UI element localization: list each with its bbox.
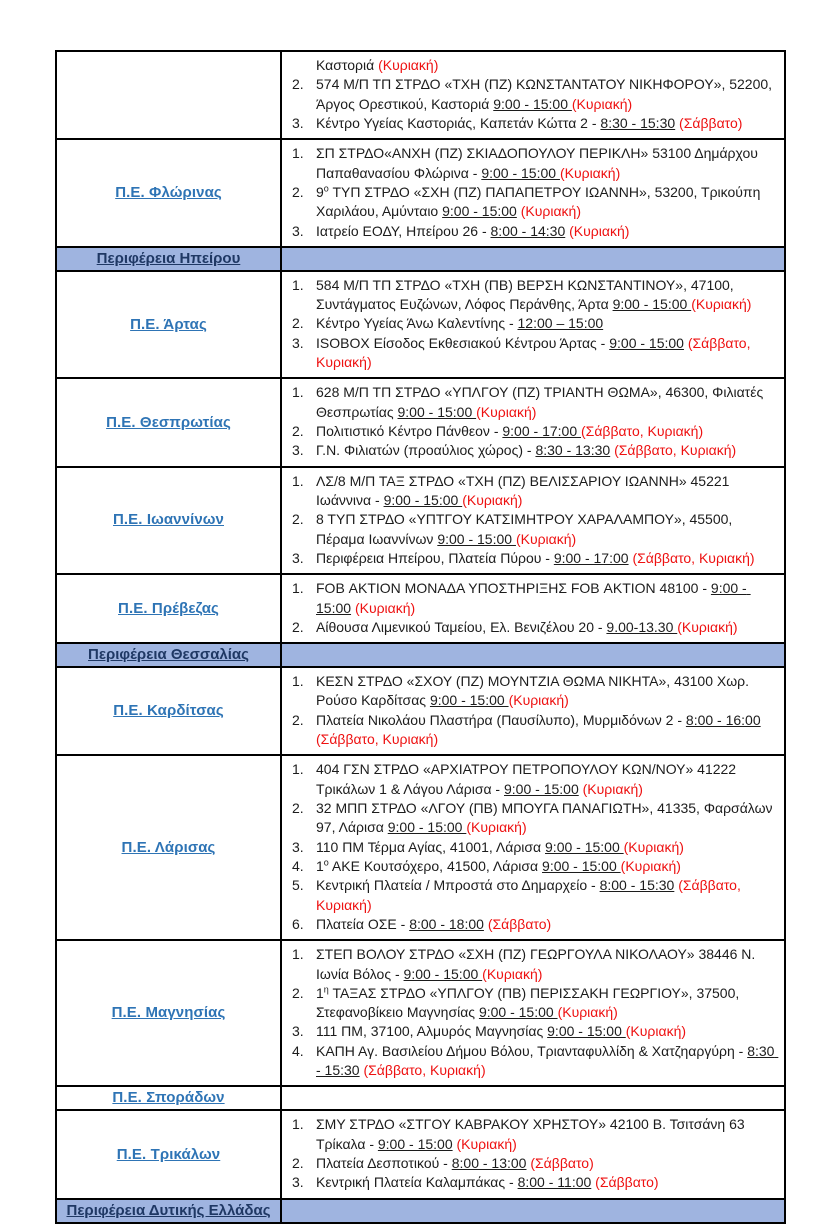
location-text: ΚΑΠΗ Αγ. Βασιλείου Δήμου Βόλου, Τριανταφυλλίδη & Χατζηαργύρη - (316, 1042, 748, 1059)
item-text (316, 472, 778, 511)
location-text: ο (323, 857, 329, 868)
location-text: 8 ΤΥΠ ΣΤΡΔΟ «ΥΠΤΓΟΥ ΚΑΤΣΙΜΗΤΡΟΥ ΧΑΡΑΛΑΜΠΟΥ», 45500, Πέραμα Ιωαννίνων (316, 511, 737, 547)
item-number: 2. (292, 511, 304, 528)
region-label-cell (56, 139, 281, 247)
location-text: 404 ΓΣΝ ΣΤΡΔΟ «ΑΡΧΙΑΤΡΟΥ ΠΕΤΡΟΠΟΥΛΟΥ ΚΩΝ/ΝΟΥ» 41222 Τρικάλων 1 & Λάγου Λάρισα - (316, 761, 740, 797)
locations-cell (281, 139, 785, 247)
hours-text: 8:00 - 14:30 (490, 222, 566, 239)
location-text: 32 ΜΠΠ ΣΤΡΔΟ «ΛΓΟΥ (ΠΒ) ΜΠΟΥΓΑ ΠΑΝΑΓΙΩΤΗ», 41335, Φαρσάλων 97, Λάρισα (316, 800, 777, 836)
location-item (286, 945, 778, 984)
location-text: 111 ΠΜ, 37100, Αλμυρός Μαγνησίας (316, 1023, 548, 1040)
table-row-pe-magnisias (56, 940, 785, 1086)
hours-text: 8:00 - 16:00 (685, 711, 761, 728)
pe-karditsas-label[interactable]: Π.Ε. Καρδίτσας (113, 702, 224, 720)
location-item (286, 144, 778, 183)
table-row-pe-thesprotias (56, 378, 785, 466)
location-text: ο (323, 183, 329, 194)
location-text: Πλατεία ΟΣΕ - (316, 915, 410, 932)
table-row-pe-kastorias-continued (56, 51, 785, 139)
location-item (286, 510, 778, 549)
location-text: FOB ΑΚΤΙΟΝ ΜΟΝΑΔΑ ΥΠΟΣΤΗΡΙΞΗΣ FOB ΑΚΤΙΟΝ 48100 - (316, 580, 711, 597)
region-label-cell (56, 378, 281, 466)
item-text (316, 579, 778, 618)
location-item (286, 1042, 778, 1081)
item-number: 2. (292, 76, 304, 93)
location-item (286, 799, 778, 838)
locations-cell (281, 1199, 785, 1223)
item-text (316, 75, 778, 114)
day-text: (Σάββατο) (595, 1174, 659, 1191)
day-text: (Κυριακή) (354, 599, 416, 616)
item-text (316, 945, 778, 984)
day-text: (Κυριακή) (462, 491, 523, 508)
hours-text: 9:00 - 15:00 (547, 1023, 626, 1040)
hours-text: 12:00 – 15:00 (517, 315, 604, 332)
day-text: (Σάββατο, Κυριακή) (581, 423, 704, 439)
region-label-cell (56, 940, 281, 1086)
item-number: 2. (292, 183, 304, 200)
item-text (316, 915, 778, 934)
location-text (761, 712, 765, 728)
location-item (286, 441, 778, 460)
region-header-cell (56, 247, 281, 271)
item-text (316, 857, 778, 876)
location-text: Κέντρο Υγείας Άνω Καλεντίνης - (316, 315, 518, 332)
location-text: Καστοριά (316, 57, 379, 73)
region-label-cell (56, 271, 281, 379)
item-number: 3. (292, 1023, 304, 1040)
item-number: 2. (292, 1155, 304, 1171)
location-text: ΣΤΕΠ ΒΟΛΟΥ ΣΤΡΔΟ «ΣΧΗ (ΠΖ) ΓΕΩΡΓΟΥΛΑ ΝΙΚΟΛΑΟΥ» 38446 Ν. Ιωνία Βόλος - (316, 946, 760, 982)
day-text: (Κυριακή) (582, 780, 643, 797)
day-text: (Κυριακή) (476, 403, 537, 420)
hours-text: 9.00-13.30 (606, 618, 678, 635)
day-text: (Κυριακή) (515, 530, 577, 547)
day-text: (Σάββατο) (679, 114, 743, 131)
item-number: 1. (292, 673, 304, 690)
location-text: Πολιτιστικό Κέντρο Πάνθεον - (316, 423, 503, 439)
day-text: (Κυριακή) (557, 1004, 618, 1021)
location-item (286, 760, 778, 799)
item-number: 1. (292, 472, 304, 489)
locations-cell (281, 940, 785, 1086)
item-text (316, 838, 778, 857)
day-text: (Σάββατο, Κυριακή) (614, 442, 737, 459)
table-row-pe-sporadon (56, 1086, 785, 1110)
region-header-dytikis-elladas-label: Περιφέρεια Δυτικής Ελλάδας (66, 1201, 271, 1219)
region-label-cell (56, 1086, 281, 1110)
hours-text: 9:00 - 15:00 (493, 95, 572, 112)
item-number: 3. (292, 838, 304, 855)
item-text (316, 618, 778, 637)
location-text: ΚΕΣΝ ΣΤΡΔΟ «ΣΧΟΥ (ΠΖ) ΜΟΥΝΤΖΙΑ ΘΩΜΑ ΝΙΚΗΤΑ», 43100 Χωρ. Ρούσο Καρδίτσας (316, 673, 753, 709)
item-text (316, 56, 778, 75)
item-number: 1. (292, 580, 304, 597)
location-text: ISOBOX Είσοδος Εκθεσιακού Κέντρου Άρτας - (316, 334, 610, 351)
hours-text: 9:00 - 15:00 (545, 838, 624, 855)
hours-text: 8:00 - 18:00 (409, 915, 484, 932)
item-number: 2. (292, 711, 304, 728)
location-text: 584 Μ/Π ΤΠ ΣΤΡΔΟ «ΤΧΗ (ΠΒ) ΒΕΡΣΗ ΚΩΝΣΤΑΝΤΙΝΟΥ», 47100, Συντάγματος Ευζώνων, Λόφος Περάνθης, Άρτα (316, 276, 738, 313)
location-text: ΛΣ/8 Μ/Π ΤΑΞ ΣΤΡΔΟ «ΤΧΗ (ΠΖ) ΒΕΛΙΣΣΑΡΙΟΥ ΙΩΑΝΝΗ» 45221 Ιωάννινα - (316, 472, 734, 508)
day-text: (Σάββατο, Κυριακή) (316, 731, 439, 748)
location-text: ΤΑΞΑΣ ΣΤΡΔΟ «ΥΠΛΓΟΥ (ΠΒ) ΠΕΡΙΣΣΑΚΗ ΓΕΩΡΓΙΟΥ», 37500, Στεφανοβίκειο Μαγνησίας (316, 984, 744, 1021)
item-text (316, 144, 778, 183)
location-text: Γ.Ν. Φιλιατών (προαύλιος χώρος) - (316, 442, 536, 459)
location-item (286, 857, 778, 876)
hours-text: 9:00 - 15:00 (612, 296, 692, 313)
hours-text: 9:00 - 15:00 (609, 334, 684, 351)
hours-text: 9:00 - 15:00 (387, 819, 467, 836)
location-text: Πλατεία Νικολάου Πλαστήρα (Παυσίλυπο), Μυρμιδόνων 2 - (316, 711, 686, 728)
location-item (286, 422, 778, 441)
location-text: 9 (316, 183, 324, 200)
location-item (286, 915, 778, 934)
day-text: (Κυριακή) (559, 164, 621, 181)
locations-cell (281, 1110, 785, 1198)
item-text (316, 222, 778, 241)
item-text (316, 422, 778, 441)
hours-text: 8:00 - 11:00 (517, 1174, 592, 1191)
day-text: (Κυριακή) (466, 819, 527, 836)
item-text (316, 441, 778, 460)
day-text: (Κυριακή) (620, 857, 681, 874)
location-text: Κεντρική Πλατεία Καλαμπάκας - (316, 1174, 518, 1191)
locations-cell (281, 51, 785, 139)
location-item (286, 56, 778, 75)
hours-text: 9:00 - 15:00 (442, 203, 517, 220)
day-text: (Κυριακή) (378, 57, 439, 73)
item-text (316, 711, 778, 750)
location-item (286, 1022, 778, 1041)
item-text (316, 799, 778, 838)
day-text: (Σάββατο) (487, 915, 552, 932)
item-number: 3. (292, 442, 304, 459)
table-row-pe-florinas (56, 139, 785, 247)
hours-text: 9:00 - 15:00 (377, 1135, 453, 1152)
locations-cell (281, 755, 785, 940)
location-item (286, 579, 778, 618)
table-row-pe-ioanninon (56, 467, 785, 575)
region-label-cell (56, 667, 281, 755)
item-number: 2. (292, 984, 304, 1001)
location-item (286, 1173, 778, 1192)
item-number: 3. (292, 114, 304, 131)
location-text: Αίθουσα Λιμενικού Ταμείου, Ελ. Βενιζέλου 20 - (316, 618, 607, 635)
location-item (286, 711, 778, 750)
location-item (286, 1154, 778, 1173)
region-label-cell (56, 467, 281, 575)
item-number: 2. (292, 618, 304, 635)
region-header-cell (56, 643, 281, 667)
day-text: (Κυριακή) (520, 203, 582, 220)
day-text: (Κυριακή) (625, 1023, 687, 1040)
location-item (286, 549, 778, 568)
location-item (286, 876, 778, 915)
region-header-ipeirou-label: Περιφέρεια Ηπείρου (96, 249, 241, 267)
location-item (286, 672, 778, 711)
location-text: 574 Μ/Π ΤΠ ΣΤΡΔΟ «ΤΧΗ (ΠΖ) ΚΩΝΣΤΑΝΤΑΤΟΥ ΝΙΚΗΦΟΡΟΥ», 52200, Άργος Ορεστικού, Καστοριά (316, 76, 776, 112)
item-number: 1. (292, 946, 304, 963)
location-text: ΤΥΠ ΣΤΡΔΟ «ΣΧΗ (ΠΖ) ΠΑΠΑΠΕΤΡΟΥ ΙΩΑΝΝΗ», 53200, Τρικούπη Χαριλάου, Αμύνταιο (316, 183, 765, 220)
item-number: 2. (292, 800, 304, 816)
region-label-cell (56, 1110, 281, 1198)
item-number: 1. (292, 276, 304, 293)
pe-larisas-label[interactable]: Π.Ε. Λάρισας (121, 838, 216, 856)
location-text: 628 Μ/Π ΤΠ ΣΤΡΔΟ «ΥΠΛΓΟΥ (ΠΖ) ΤΡΙΑΝΤΗ ΘΩΜΑ», 46300, Φιλιατές Θεσπρωτίας (316, 384, 768, 420)
hours-text: 9:00 - 15:00 (504, 780, 579, 797)
region-label-cell (56, 574, 281, 643)
location-text: ΑΚΕ Κουτσόχερο, 41500, Λάρισα (328, 857, 543, 874)
day-text: (Σάββατο, Κυριακή) (363, 1062, 486, 1079)
location-item (286, 114, 778, 133)
pe-magnisias-label[interactable]: Π.Ε. Μαγνησίας (111, 1004, 226, 1022)
day-text: (Κυριακή) (691, 296, 752, 313)
hours-text: 9:00 - 15:00 (437, 530, 516, 547)
item-text (316, 876, 778, 915)
hours-text: 9:00 - 15:00 (316, 580, 751, 616)
testing-sites-table (55, 50, 786, 1224)
day-text: (Κυριακή) (569, 222, 630, 239)
item-number: 1. (292, 1116, 304, 1133)
pe-florinas-label[interactable]: Π.Ε. Φλώρινας (115, 184, 222, 202)
item-text (316, 334, 778, 373)
banner-row-region-header-thessalias (56, 643, 785, 667)
pe-prevezas-label[interactable]: Π.Ε. Πρέβεζας (118, 599, 219, 617)
item-number: 3. (292, 1174, 304, 1191)
day-text: (Κυριακή) (571, 95, 633, 112)
banner-row-region-header-ipeirou (56, 247, 785, 271)
location-text: Ιατρείο ΕΟΔΥ, Ηπείρου 26 - (316, 222, 491, 239)
hours-text: 8:30 - 13:30 (535, 442, 611, 459)
banner-row-region-header-dytikis-elladas (56, 1199, 785, 1223)
hours-text: 9:00 - 15:00 (478, 1004, 558, 1021)
hours-text: 9:00 - 15:00 (542, 857, 621, 874)
location-item (286, 618, 778, 637)
item-text (316, 383, 778, 422)
pe-sporadon-label[interactable]: Π.Ε. Σποράδων (112, 1089, 225, 1107)
location-item (286, 183, 778, 222)
location-text: ΣΜΥ ΣΤΡΔΟ «ΣΤΓΟΥ ΚΑΒΡΑΚΟΥ ΧΡΗΣΤΟΥ» 42100 Β. Τσιτσάνη 63 Τρίκαλα - (316, 1116, 749, 1152)
locations-cell (281, 574, 785, 643)
locations-cell (281, 467, 785, 575)
day-text: (Κυριακή) (677, 618, 738, 635)
table-row-pe-larisas (56, 755, 785, 940)
region-header-cell (56, 1199, 281, 1223)
location-text: η (323, 984, 329, 995)
item-number: 1. (292, 761, 304, 778)
item-text (316, 549, 778, 568)
locations-cell (281, 643, 785, 667)
locations-cell (281, 378, 785, 466)
item-number: 6. (292, 915, 304, 932)
item-text (316, 1022, 778, 1041)
day-text: (Κυριακή) (623, 838, 684, 855)
hours-text: 8:30 - 15:30 (600, 114, 676, 131)
day-text: (Κυριακή) (508, 692, 569, 709)
location-item (286, 838, 778, 857)
location-item (286, 984, 778, 1023)
item-text (316, 314, 778, 333)
locations-cell (281, 247, 785, 271)
region-header-thessalias-label: Περιφέρεια Θεσσαλίας (88, 646, 249, 664)
table-row-pe-artas (56, 271, 785, 379)
item-number: 5. (292, 877, 304, 894)
region-label-cell (56, 51, 281, 139)
item-number: 3. (292, 222, 304, 239)
region-label-cell (56, 755, 281, 940)
hours-text: 8:00 - 15:30 (599, 877, 675, 894)
item-text (316, 672, 778, 711)
location-item (286, 334, 778, 373)
item-number: 3. (292, 334, 304, 351)
hours-text: 8:30 - 15:30 (316, 1042, 779, 1079)
hours-text: 9:00 - 17:00 (502, 423, 581, 439)
pe-artas-label[interactable]: Π.Ε. Άρτας (130, 315, 207, 333)
item-number: 1. (292, 145, 304, 162)
table-row-pe-trikalon (56, 1110, 785, 1198)
day-text: (Κυριακή) (456, 1135, 517, 1152)
location-text: Κέντρο Υγείας Καστοριάς, Καπετάν Κώττα 2 - (316, 114, 601, 131)
item-text (316, 183, 778, 222)
locations-cell (281, 667, 785, 755)
hours-text: 9:00 - 17:00 (553, 549, 629, 566)
pe-thesprotias-label[interactable]: Π.Ε. Θεσπρωτίας (106, 413, 231, 431)
item-number: 1. (292, 384, 304, 401)
item-number: 2. (292, 423, 304, 439)
item-number (286, 56, 316, 75)
hours-text: 9:00 - 15:00 (481, 164, 560, 181)
item-text (316, 1154, 778, 1173)
pe-ioanninon-label[interactable]: Π.Ε. Ιωαννίνων (112, 511, 224, 529)
location-text: 1 (316, 984, 324, 1001)
location-text: Κεντρική Πλατεία / Μπροστά στο Δημαρχείο - (316, 877, 600, 894)
location-item (286, 222, 778, 241)
item-text (316, 114, 778, 133)
hours-text: 9:00 - 15:00 (403, 965, 483, 982)
item-number: 4. (292, 857, 304, 874)
hours-text: 8:00 - 13:00 (451, 1155, 527, 1171)
location-item (286, 383, 778, 422)
hours-text: 9:00 - 15:00 (397, 403, 477, 420)
table-row-pe-prevezas (56, 574, 785, 643)
item-text (316, 276, 778, 315)
day-text: (Σάββατο, Κυριακή) (632, 549, 755, 566)
pe-trikalon-label[interactable]: Π.Ε. Τρικάλων (116, 1145, 221, 1163)
hours-text: 9:00 - 15:00 (383, 491, 463, 508)
day-text: (Σάββατο, Κυριακή) (316, 877, 745, 913)
item-text (316, 760, 778, 799)
locations-cell (281, 271, 785, 379)
location-text: Πλατεία Δεσποτικού - (316, 1155, 452, 1171)
item-text (316, 510, 778, 549)
item-number: 4. (292, 1042, 304, 1059)
item-number: 3. (292, 549, 304, 566)
table-row-pe-karditsas (56, 667, 785, 755)
item-text (316, 1042, 778, 1081)
location-text: 1 (316, 857, 324, 874)
day-text: (Κυριακή) (482, 965, 543, 982)
location-text: 110 ΠΜ Τέρμα Αγίας, 41001, Λάρισα (316, 838, 546, 855)
location-item (286, 276, 778, 315)
item-text (316, 1115, 778, 1154)
location-item (286, 314, 778, 333)
location-text: Περιφέρεια Ηπείρου, Πλατεία Πύρου - (316, 549, 554, 566)
item-text (316, 984, 778, 1023)
item-text (316, 1173, 778, 1192)
day-text: (Σάββατο) (530, 1155, 594, 1171)
location-text: ΣΠ ΣΤΡΔΟ«ΑΝΧΗ (ΠΖ) ΣΚΙΑΔΟΠΟΥΛΟΥ ΠΕΡΙΚΛΗ» 53100 Δημάρχου Παπαθανασίου Φλώρινα - (316, 145, 762, 181)
location-item (286, 472, 778, 511)
location-item (286, 75, 778, 114)
location-item (286, 1115, 778, 1154)
day-text: (Σάββατο, Κυριακή) (316, 334, 755, 371)
locations-cell (281, 1086, 785, 1110)
item-number: 2. (292, 315, 304, 332)
hours-text: 9:00 - 15:00 (429, 692, 509, 709)
